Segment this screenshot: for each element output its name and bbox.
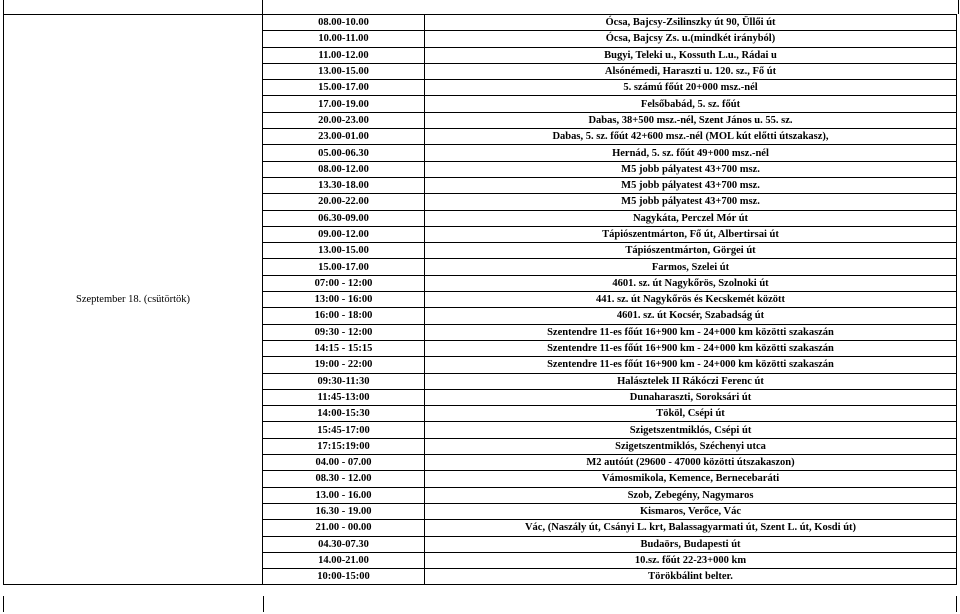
top-border-segment <box>262 0 959 14</box>
top-left-border <box>3 0 4 14</box>
location-cell: Tápiószentmárton, Fő út, Albertirsai út <box>425 226 957 242</box>
location-cell: Budaörs, Budapesti út <box>425 536 957 552</box>
location-cell: Vámosmikola, Kemence, Bernecebaráti <box>425 471 957 487</box>
location-cell: 5. számú főút 20+000 msz.-nél <box>425 80 957 96</box>
location-cell: 4601. sz. út Kocsér, Szabadság út <box>425 308 957 324</box>
location-cell: M5 jobb pályatest 43+700 msz. <box>425 177 957 193</box>
time-cell: 08.00-10.00 <box>263 15 425 31</box>
time-cell: 09.00-12.00 <box>263 226 425 242</box>
time-cell: 13:00 - 16:00 <box>263 292 425 308</box>
location-cell: Szigetszentmiklós, Csépi út <box>425 422 957 438</box>
location-cell: Kismaros, Verőce, Vác <box>425 503 957 519</box>
time-cell: 23.00-01.00 <box>263 129 425 145</box>
time-cell: 13.00 - 16.00 <box>263 487 425 503</box>
location-cell: Törökbálint belter. <box>425 569 957 585</box>
location-cell: Dunaharaszti, Soroksári út <box>425 389 957 405</box>
time-cell: 08.30 - 12.00 <box>263 471 425 487</box>
time-cell: 16:00 - 18:00 <box>263 308 425 324</box>
time-cell: 10.00-11.00 <box>263 31 425 47</box>
time-cell: 08.00-12.00 <box>263 161 425 177</box>
location-cell: M5 jobb pályatest 43+700 msz. <box>425 194 957 210</box>
time-cell: 13.00-15.00 <box>263 243 425 259</box>
location-cell: Dabas, 38+500 msz.-nél, Szent János u. 55. sz. <box>425 112 957 128</box>
time-cell: 11.00-12.00 <box>263 47 425 63</box>
time-cell: 10:00-15:00 <box>263 569 425 585</box>
time-cell: 15.00-17.00 <box>263 259 425 275</box>
time-cell: 06.30-09.00 <box>263 210 425 226</box>
location-cell: Tápiószentmárton, Görgei út <box>425 243 957 259</box>
time-cell: 15:45-17:00 <box>263 422 425 438</box>
location-cell: 4601. sz. út Nagykőrös, Szolnoki út <box>425 275 957 291</box>
time-cell: 07:00 - 12:00 <box>263 275 425 291</box>
location-cell: 441. sz. út Nagykőrös és Kecskemét között <box>425 292 957 308</box>
location-cell: Szentendre 11-es főút 16+900 km - 24+000 km közötti szakaszán <box>425 340 957 356</box>
location-cell: Bugyi, Teleki u., Kossuth L.u., Rádai u <box>425 47 957 63</box>
location-cell: Ócsa, Bajcsy-Zsilinszky út 90, Üllői út <box>425 15 957 31</box>
time-cell: 17.00-19.00 <box>263 96 425 112</box>
location-cell: Szigetszentmiklós, Széchenyi utca <box>425 438 957 454</box>
location-cell: M2 autóút (29600 - 47000 közötti útszakaszon) <box>425 455 957 471</box>
time-cell: 14.00-21.00 <box>263 552 425 568</box>
location-cell: Szentendre 11-es főút 16+900 km - 24+000 km közötti szakaszán <box>425 357 957 373</box>
location-cell: Vác, (Naszály út, Csányi L. krt, Balassagyarmati út, Szent L. út, Kosdi út) <box>425 520 957 536</box>
schedule-table <box>3 14 957 585</box>
location-cell: Alsónémedi, Haraszti u. 120. sz., Fő út <box>425 63 957 79</box>
time-cell: 15.00-17.00 <box>263 80 425 96</box>
location-cell: Szentendre 11-es főút 16+900 km - 24+000 km közötti szakaszán <box>425 324 957 340</box>
time-cell: 04.30-07.30 <box>263 536 425 552</box>
location-cell: Hernád, 5. sz. főút 49+000 msz.-nél <box>425 145 957 161</box>
location-cell: 10.sz. főút 22-23+000 km <box>425 552 957 568</box>
time-cell: 14:00-15:30 <box>263 406 425 422</box>
time-cell: 09:30 - 12:00 <box>263 324 425 340</box>
location-cell: Dabas, 5. sz. főút 42+600 msz.-nél (MOL kút előtti útszakasz), <box>425 129 957 145</box>
time-cell: 05.00-06.30 <box>263 145 425 161</box>
time-cell: 04.00 - 07.00 <box>263 455 425 471</box>
bottom-inner-border <box>263 596 264 612</box>
location-cell: M5 jobb pályatest 43+700 msz. <box>425 161 957 177</box>
time-cell: 13.00-15.00 <box>263 63 425 79</box>
location-cell: Tököl, Csépi út <box>425 406 957 422</box>
bottom-border-segment <box>3 596 957 612</box>
time-cell: 17:15:19:00 <box>263 438 425 454</box>
location-cell: Nagykáta, Perczel Mór út <box>425 210 957 226</box>
time-cell: 09:30-11:30 <box>263 373 425 389</box>
time-cell: 14:15 - 15:15 <box>263 340 425 356</box>
time-cell: 20.00-22.00 <box>263 194 425 210</box>
time-cell: 19:00 - 22:00 <box>263 357 425 373</box>
table-row <box>4 15 957 31</box>
schedule-body <box>4 15 957 585</box>
location-cell: Farmos, Szelei út <box>425 259 957 275</box>
location-cell: Ócsa, Bajcsy Zs. u.(mindkét irányból) <box>425 31 957 47</box>
date-cell: Szeptember 18. (csütörtök) <box>4 15 263 585</box>
time-cell: 21.00 - 00.00 <box>263 520 425 536</box>
time-cell: 13.30-18.00 <box>263 177 425 193</box>
location-cell: Felsőbabád, 5. sz. főút <box>425 96 957 112</box>
location-cell: Szob, Zebegény, Nagymaros <box>425 487 957 503</box>
location-cell: Halásztelek II Rákóczi Ferenc út <box>425 373 957 389</box>
time-cell: 16.30 - 19.00 <box>263 503 425 519</box>
time-cell: 20.00-23.00 <box>263 112 425 128</box>
time-cell: 11:45-13:00 <box>263 389 425 405</box>
